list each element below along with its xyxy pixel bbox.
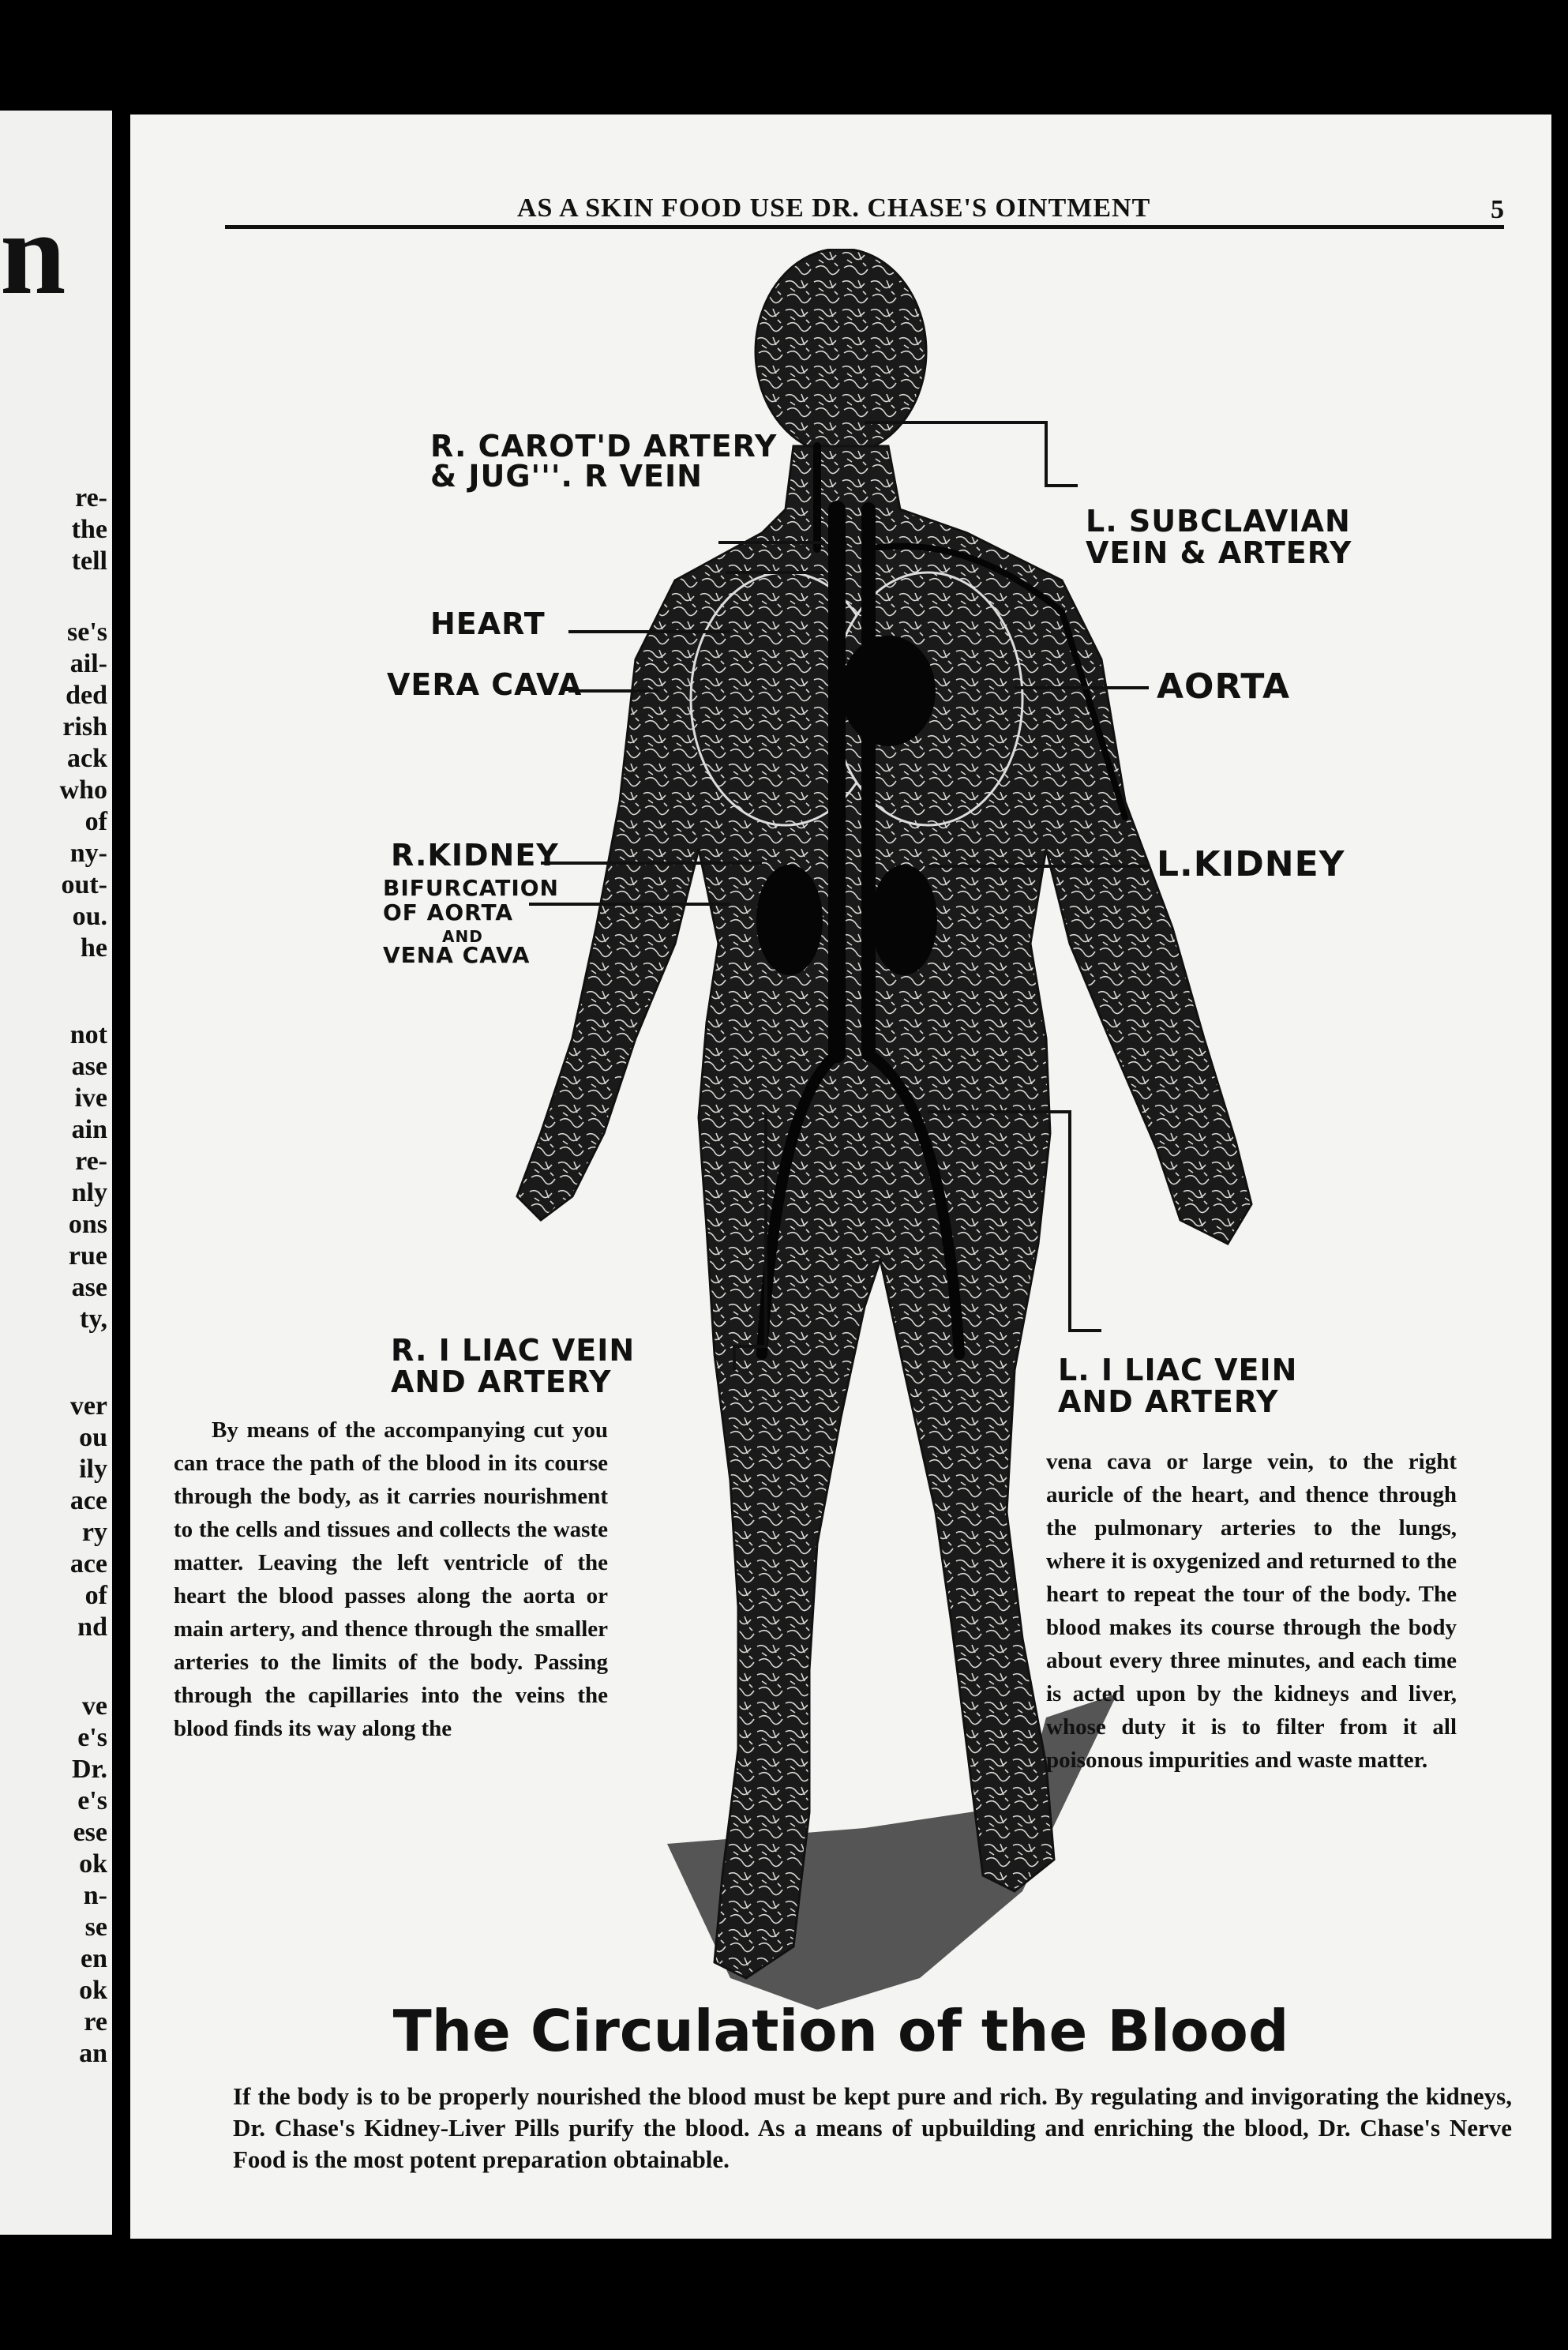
label-vena-cava: VERA CAVA xyxy=(387,667,583,702)
label-r-iliac-artery: AND ARTERY xyxy=(391,1365,612,1399)
label-l-iliac-vein: L. I LIAC VEIN xyxy=(1058,1353,1298,1387)
left-page-fragment: of xyxy=(84,1581,107,1610)
left-page-fragment: se's xyxy=(67,618,107,647)
left-page-fragment: ok xyxy=(79,1849,107,1879)
left-page-fragment: ack xyxy=(67,744,107,773)
left-page-fragment: ail- xyxy=(69,649,107,678)
left-page-fragment: re- xyxy=(75,483,107,512)
left-page-fragment: ve xyxy=(81,1691,107,1721)
left-page-fragment: ry xyxy=(81,1518,107,1547)
left-page-fragment: e's xyxy=(77,1786,107,1815)
left-page-fragment: ive xyxy=(74,1083,107,1113)
label-bifurcation-1: BIFURCATION xyxy=(383,875,559,901)
left-page-fragment: not xyxy=(69,1020,107,1049)
label-r-jugular-vein: & JUG'''. R VEIN xyxy=(430,459,703,494)
caption-text: If the body is to be properly nourished the blood must be kept pure and rich. By regulating and invigorating the kidneys, Dr. Chase's Kidney-Liver Pills purify the blood. As a means of upbuilding and enriching the blood, Dr. Chase's Nerve Food is the most potent preparation obtainable. xyxy=(233,2082,1512,2173)
left-page-fragment: se xyxy=(84,1913,107,1942)
left-facing-page xyxy=(0,111,112,2235)
circulation-illustration xyxy=(130,249,1551,2112)
left-page-fragment: nd xyxy=(77,1612,107,1642)
left-page-fragment: who xyxy=(59,775,107,805)
label-bifurcation-3: AND xyxy=(442,927,483,946)
left-page-fragment: of xyxy=(84,807,107,836)
label-l-iliac-artery: AND ARTERY xyxy=(1058,1384,1279,1419)
left-page-fragment: ase xyxy=(71,1052,107,1081)
left-page-fragment: ons xyxy=(68,1210,107,1239)
page-header xyxy=(225,193,1504,249)
left-page-fragment: ded xyxy=(66,681,107,710)
left-page-fragment: rue xyxy=(68,1241,107,1271)
label-l-subclavian-vein-artery: VEIN & ARTERY xyxy=(1086,535,1352,570)
label-aorta: AORTA xyxy=(1157,666,1291,707)
left-page-fragment: an xyxy=(79,2039,107,2068)
article-right-column: vena cava or large vein, to the right auricle of the heart, and thence through the pulmonary arteries to the lungs, where it is oxygenized and returned to the heart to repeat the tour of the body. The blood makes its course through the body about every three minutes, and each time is acted upon by the kidneys and liver, whose duty it is to filter from it all poisonous impurities and waste matter. xyxy=(1046,1449,1457,1773)
left-page-fragment: nly xyxy=(71,1178,107,1207)
label-bifurcation-2: OF AORTA xyxy=(383,899,514,925)
left-page-fragment: tell xyxy=(71,546,107,576)
left-page-fragment: ok xyxy=(79,1976,107,2005)
left-page-fragment: ily xyxy=(79,1455,107,1484)
left-page-fragment: ver xyxy=(69,1391,107,1421)
left-page-fragment: ty, xyxy=(80,1305,107,1334)
label-r-carotid-artery: R. CAROT'D ARTERY xyxy=(430,429,778,464)
left-page-fragment: re- xyxy=(75,1147,107,1176)
left-kidney xyxy=(871,865,937,975)
left-page-fragment: ase xyxy=(71,1273,107,1302)
page-number: 5 xyxy=(1484,195,1504,225)
left-page-fragment: ain xyxy=(71,1115,107,1144)
left-page-fragment: n- xyxy=(83,1881,107,1910)
left-page-fragment: out- xyxy=(61,870,107,899)
left-page-fragment: Dr. xyxy=(71,1755,107,1784)
left-page-fragment: en xyxy=(81,1944,107,1973)
right-kidney xyxy=(756,865,823,975)
header-title: AS A SKIN FOOD USE DR. CHASE'S OINTMENT xyxy=(509,193,1158,223)
left-page-fragment: he xyxy=(81,933,107,963)
left-page-fragment: ou. xyxy=(72,902,107,931)
article-left-column: By means of the accompanying cut you can trace the path of the blood in its course through the body, as it carries nourishment to the cells and tissues and collects the waste matter. Leaving the left ventricle of the heart the blood passes along the aorta or main artery, and thence through the smaller arteries to the limits of the body. Passing through the capillaries into the veins the blood finds its way along the xyxy=(174,1417,608,1741)
label-heart: HEART xyxy=(430,606,546,641)
left-page-fragment: ace xyxy=(69,1549,107,1579)
caption-title: The Circulation of the Blood xyxy=(392,1998,1289,2064)
left-page-fragment: e's xyxy=(77,1723,107,1752)
left-page-headline-fragment: n xyxy=(0,188,63,319)
left-page-fragment: ace xyxy=(69,1486,107,1515)
left-page-fragment: rish xyxy=(62,712,107,741)
label-l-kidney: L.KIDNEY xyxy=(1157,844,1345,884)
left-page-fragment: ou xyxy=(79,1423,107,1452)
header-rule xyxy=(225,225,1504,229)
label-r-kidney: R.KIDNEY xyxy=(391,838,559,873)
magazine-page xyxy=(130,114,1551,2239)
left-page-fragment: re xyxy=(84,2007,107,2037)
label-bifurcation-4: VENA CAVA xyxy=(383,942,531,968)
left-page-fragment: ny- xyxy=(69,839,107,868)
label-r-iliac-vein: R. I LIAC VEIN xyxy=(391,1333,636,1368)
heart xyxy=(841,636,936,746)
label-l-subclavian: L. SUBCLAVIAN xyxy=(1086,504,1351,539)
left-page-fragment: the xyxy=(71,515,107,544)
left-page-fragment: ese xyxy=(73,1818,107,1847)
